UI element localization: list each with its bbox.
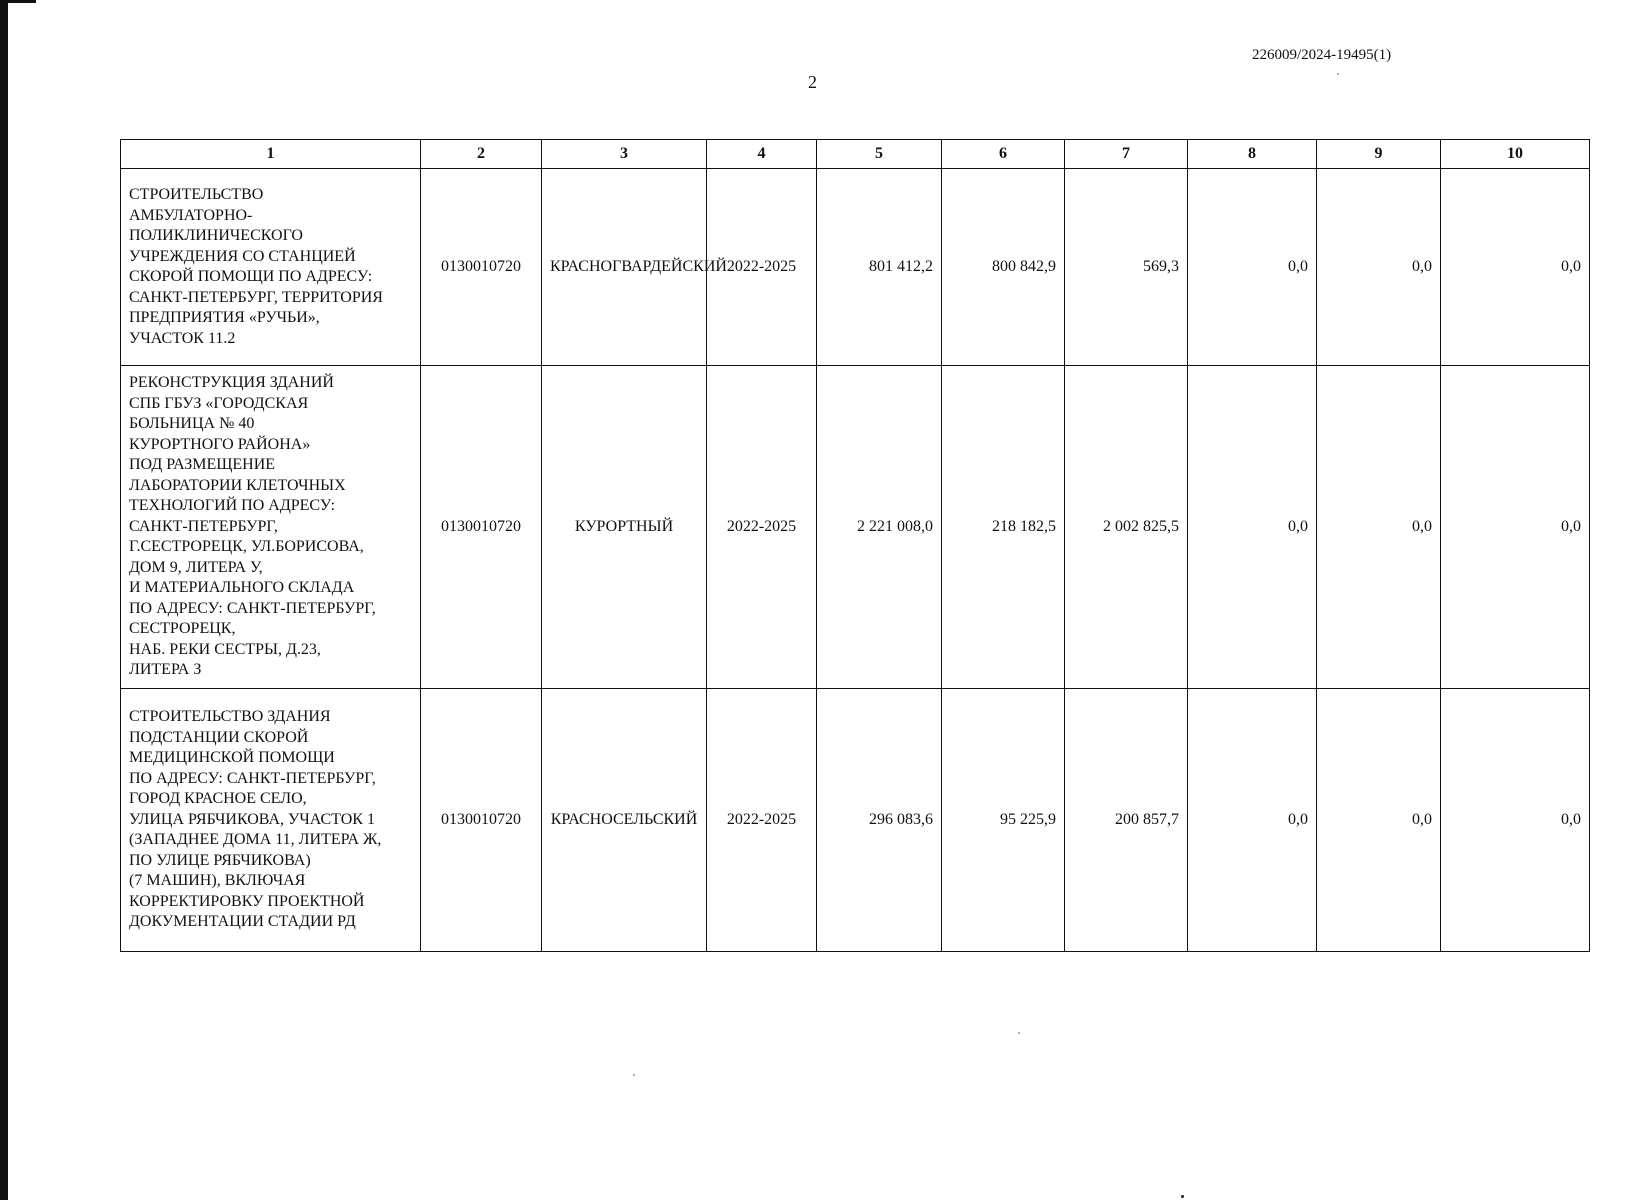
value-col-6: 95 225,9 [942,689,1065,952]
table-row [121,169,1590,366]
column-header-7: 7 [1065,140,1188,169]
implementation-period: 2022-2025 [707,689,817,952]
value-col-7: 200 857,7 [1065,689,1188,952]
value-col-6: 218 182,5 [942,366,1065,689]
value-col-5: 801 412,2 [817,169,942,366]
value-col-7: 2 002 825,5 [1065,366,1188,689]
scan-speck [1018,1032,1020,1034]
column-header-10: 10 [1441,140,1590,169]
column-header-1: 1 [121,140,421,169]
value-col-9: 0,0 [1317,366,1441,689]
value-col-9: 0,0 [1317,689,1441,952]
scan-left-edge [0,0,8,1200]
district-name: КУРОРТНЫЙ [542,366,707,689]
table-row [121,366,1590,689]
district-name: КРАСНОГВАРДЕЙСКИЙ [542,169,707,366]
column-header-6: 6 [942,140,1065,169]
document-registration-number: 226009/2024-19495(1) [1252,47,1392,63]
target-code: 0130010720 [421,366,542,689]
object-description: СТРОИТЕЛЬСТВО ЗДАНИЯ ПОДСТАНЦИИ СКОРОЙ МЕДИЦИНСКОЙ ПОМОЩИ ПО АДРЕСУ: САНКТ-ПЕТЕРБУРГ, ГОРОД КРАСНОЕ СЕЛО, УЛИЦА РЯБЧИКОВА, УЧАСТОК 1 (ЗАПАДНЕЕ ДОМА 11, ЛИТЕРА Ж, ПО УЛИЦЕ РЯБЧИКОВА) (7 МАШИН), ВКЛЮЧАЯ КОРРЕКТИРОВКУ ПРОЕКТНОЙ ДОКУМЕНТАЦИИ СТАДИИ РД [121,689,421,952]
implementation-period: 2022-2025 [707,366,817,689]
object-description: РЕКОНСТРУКЦИЯ ЗДАНИЙ СПБ ГБУЗ «ГОРОДСКАЯ БОЛЬНИЦА № 40 КУРОРТНОГО РАЙОНА» ПОД РАЗМЕЩЕНИЕ ЛАБОРАТОРИИ КЛЕТОЧНЫХ ТЕХНОЛОГИЙ ПО АДРЕСУ: САНКТ-ПЕТЕРБУРГ, Г.СЕСТРОРЕЦК, УЛ.БОРИСОВА, ДОМ 9, ЛИТЕРА У, И МАТЕРИАЛЬНОГО СКЛАДА ПО АДРЕСУ: САНКТ-ПЕТЕРБУРГ, СЕСТРОРЕЦК, НАБ. РЕКИ СЕСТРЫ, Д.23, ЛИТЕРА З [121,366,421,689]
scan-speck [1337,73,1339,75]
column-header-3: 3 [542,140,707,169]
district-name: КРАСНОСЕЛЬСКИЙ [542,689,707,952]
column-header-4: 4 [707,140,817,169]
value-col-9: 0,0 [1317,169,1441,366]
value-col-5: 296 083,6 [817,689,942,952]
target-code: 0130010720 [421,169,542,366]
implementation-period: 2022-2025 [707,169,817,366]
target-code: 0130010720 [421,689,542,952]
page-number: 2 [808,72,817,92]
budget-table [120,139,1590,952]
scan-speck [633,1074,635,1076]
scan-speck [1181,1195,1184,1198]
column-number-header-row [121,140,1590,169]
table-row [121,689,1590,952]
value-col-10: 0,0 [1441,366,1590,689]
value-col-8: 0,0 [1188,169,1317,366]
value-col-8: 0,0 [1188,366,1317,689]
scan-top-mark [0,0,36,3]
column-header-8: 8 [1188,140,1317,169]
value-col-8: 0,0 [1188,689,1317,952]
column-header-9: 9 [1317,140,1441,169]
value-col-7: 569,3 [1065,169,1188,366]
value-col-10: 0,0 [1441,169,1590,366]
column-header-5: 5 [817,140,942,169]
value-col-10: 0,0 [1441,689,1590,952]
value-col-5: 2 221 008,0 [817,366,942,689]
column-header-2: 2 [421,140,542,169]
object-description: СТРОИТЕЛЬСТВО АМБУЛАТОРНО- ПОЛИКЛИНИЧЕСКОГО УЧРЕЖДЕНИЯ СО СТАНЦИЕЙ СКОРОЙ ПОМОЩИ ПО АДРЕСУ: САНКТ-ПЕТЕРБУРГ, ТЕРРИТОРИЯ ПРЕДПРИЯТИЯ «РУЧЬИ», УЧАСТОК 11.2 [121,169,421,366]
value-col-6: 800 842,9 [942,169,1065,366]
